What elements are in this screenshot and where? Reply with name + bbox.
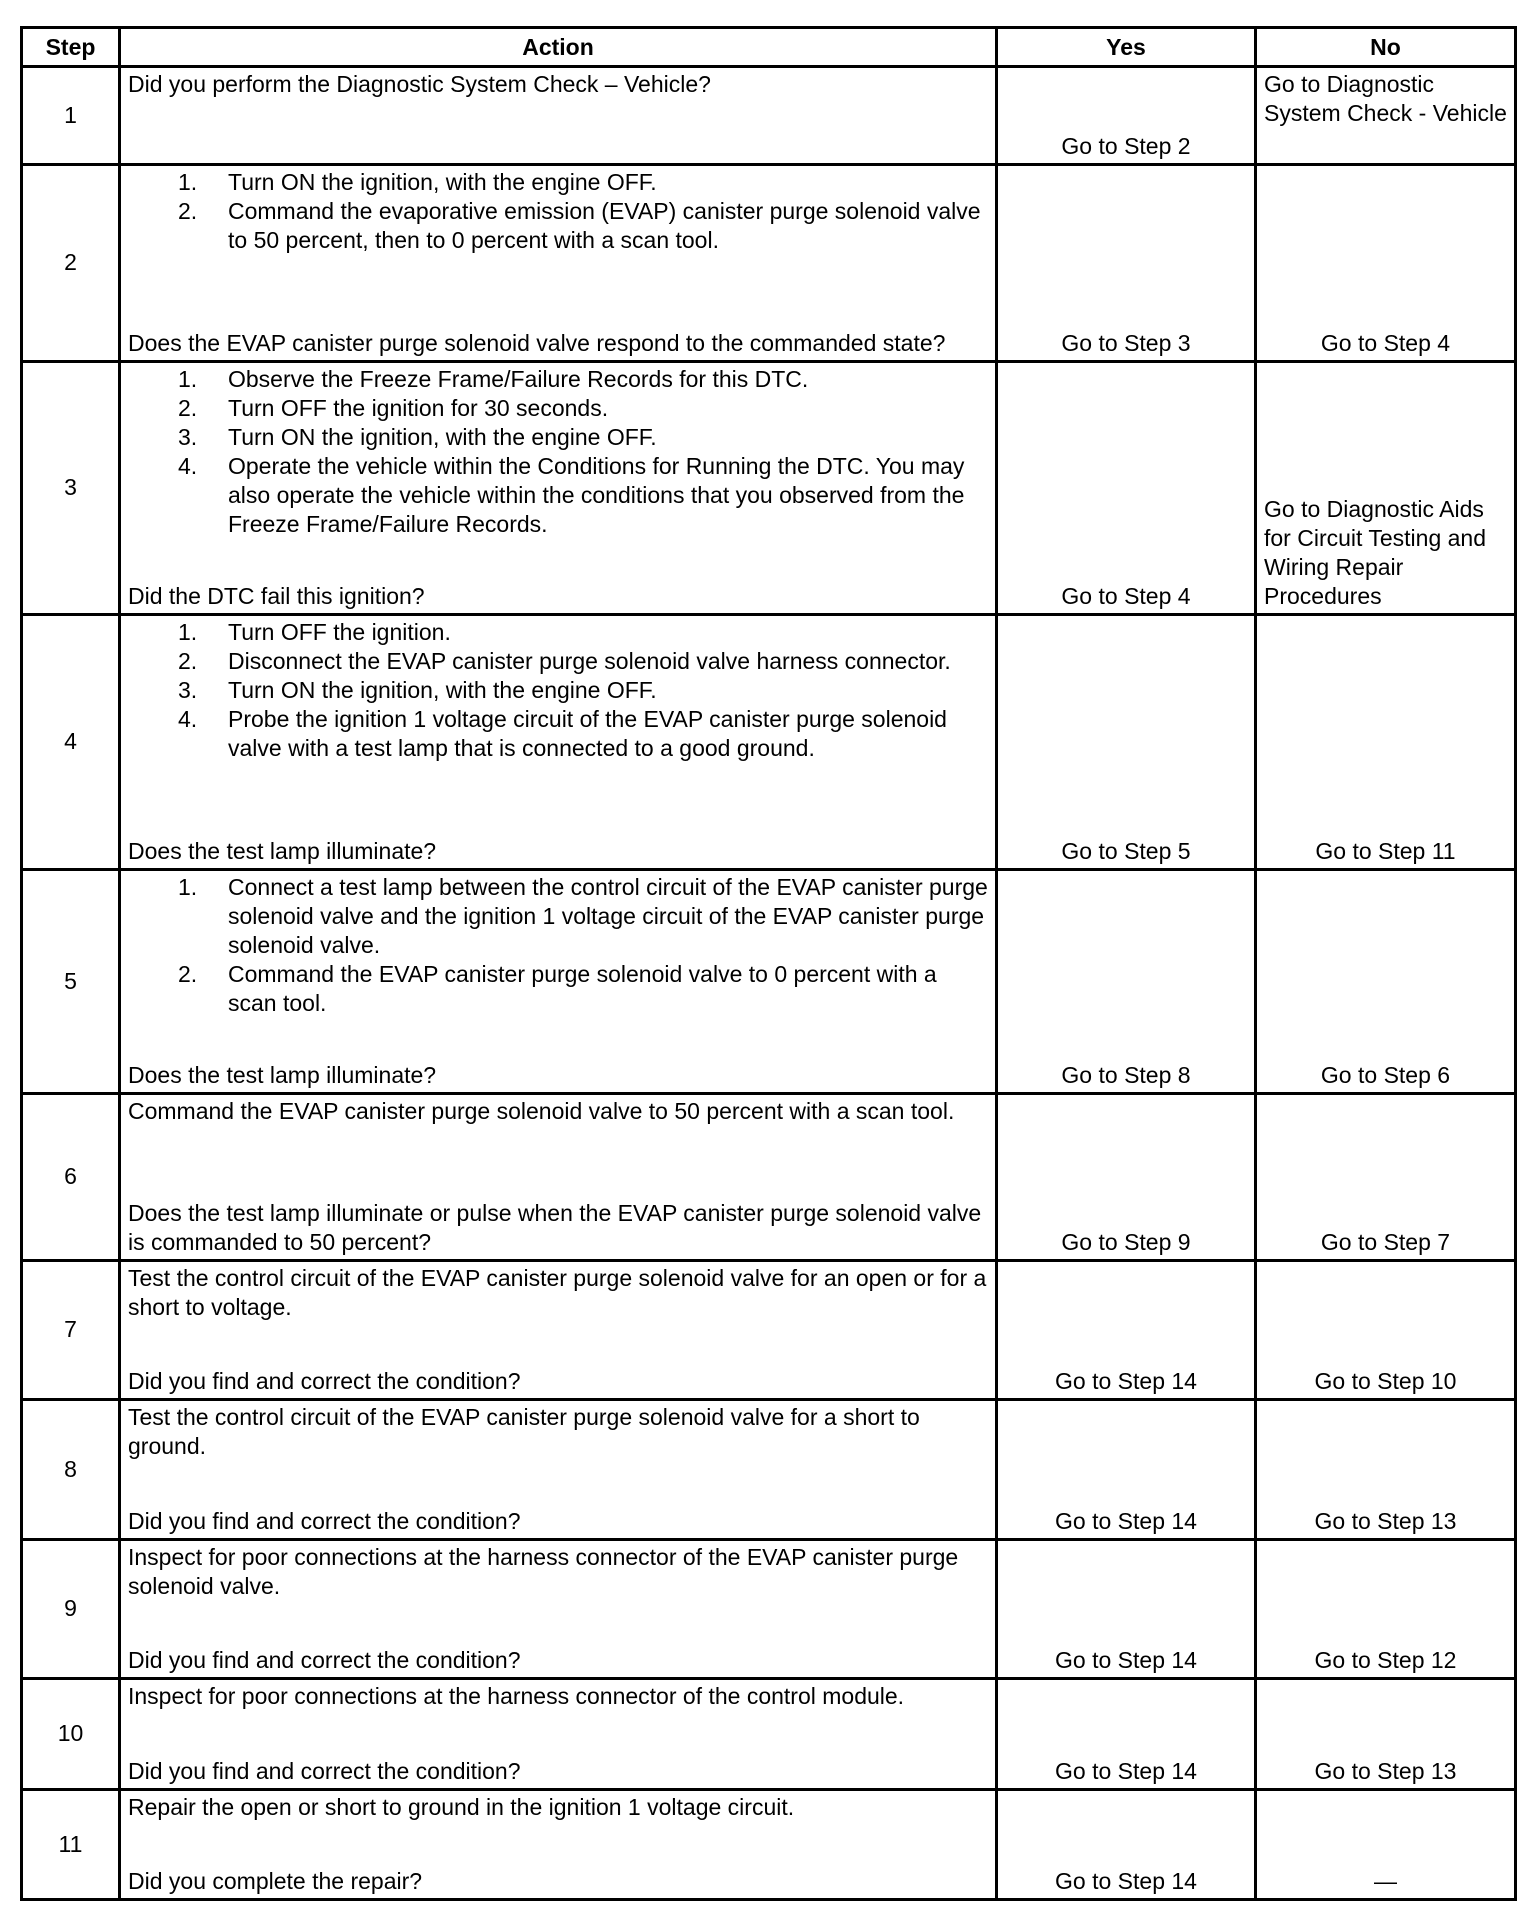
- action-step-text: Connect a test lamp between the control circuit of the EVAP canister purge solenoid valve and the ignition 1 voltage circuit of the EVAP canister purge solenoid valve.: [228, 873, 988, 958]
- action-step-item: [128, 873, 989, 960]
- action-text: Inspect for poor connections at the harness connector of the control module.: [128, 1683, 905, 1709]
- action-text: Test the control circuit of the EVAP canister purge solenoid valve for an open or for a short to voltage.: [128, 1264, 987, 1320]
- action-cell: [120, 1789, 997, 1900]
- action-step-text: Turn OFF the ignition for 30 seconds.: [228, 394, 609, 421]
- table-row: [22, 1260, 1516, 1400]
- action-step-number: 1.: [178, 873, 198, 900]
- step-number: 8: [22, 1400, 120, 1540]
- table-row: [22, 1539, 1516, 1679]
- no-result: Go to Step 10: [1256, 1260, 1516, 1400]
- action-step-item: [128, 676, 989, 705]
- action-step-item: [128, 647, 989, 676]
- yes-result: Go to Step 4: [997, 361, 1256, 615]
- action-step-number: 2.: [178, 198, 198, 224]
- action-step-text: Turn ON the ignition, with the engine OFF.: [228, 169, 657, 195]
- yes-result: Go to Step 3: [997, 165, 1256, 362]
- diagnostic-table: [20, 26, 1517, 1901]
- action-question: Does the test lamp illuminate or pulse when the EVAP canister purge solenoid valve is commanded to 50 percent?: [128, 1199, 982, 1255]
- no-result: Go to Diagnostic Aids for Circuit Testing and Wiring Repair Procedures: [1256, 361, 1516, 615]
- table-row: [22, 615, 1516, 870]
- action-step-number: 1.: [178, 169, 198, 195]
- action-step-number: 4.: [178, 452, 198, 479]
- action-step-list: [128, 168, 989, 255]
- table-row: [22, 1094, 1516, 1261]
- table-row: [22, 1789, 1516, 1900]
- header-yes: Yes: [997, 28, 1256, 67]
- action-step-number: 2.: [178, 394, 198, 421]
- no-result: Go to Step 6: [1256, 869, 1516, 1094]
- action-step-text: Command the EVAP canister purge solenoid valve to 0 percent with a scan tool.: [228, 960, 937, 1016]
- action-step-item: [128, 168, 989, 197]
- yes-result: Go to Step 14: [997, 1789, 1256, 1900]
- action-cell: [120, 1260, 997, 1400]
- header-row: [22, 28, 1516, 67]
- action-question: Did you complete the repair?: [128, 1868, 423, 1894]
- action-question: Did you find and correct the condition?: [128, 1368, 521, 1394]
- action-step-list: [128, 365, 989, 539]
- yes-result: Go to Step 5: [997, 615, 1256, 870]
- action-step-text: Turn ON the ignition, with the engine OFF.: [228, 423, 657, 450]
- action-cell: [120, 67, 997, 165]
- action-question: Did you find and correct the condition?: [128, 1507, 521, 1534]
- action-step-item: [128, 452, 989, 539]
- table-row: [22, 1400, 1516, 1540]
- step-number: 10: [22, 1679, 120, 1790]
- action-question: Does the EVAP canister purge solenoid valve respond to the commanded state?: [128, 329, 946, 356]
- table-row: [22, 1679, 1516, 1790]
- step-number: 3: [22, 361, 120, 615]
- action-step-item: [128, 705, 989, 763]
- table-row: [22, 869, 1516, 1094]
- action-step-number: 4.: [178, 706, 198, 732]
- step-number: 2: [22, 165, 120, 362]
- action-question: Does the test lamp illuminate?: [128, 837, 437, 864]
- action-step-text: Turn ON the ignition, with the engine OFF.: [228, 677, 657, 703]
- no-result: Go to Step 4: [1256, 165, 1516, 362]
- action-text: Repair the open or short to ground in the ignition 1 voltage circuit.: [128, 1793, 795, 1820]
- action-question: Does the test lamp illuminate?: [128, 1062, 437, 1088]
- no-result: Go to Step 11: [1256, 615, 1516, 870]
- step-number: 9: [22, 1539, 120, 1679]
- step-number: 5: [22, 869, 120, 1094]
- yes-result: Go to Step 14: [997, 1679, 1256, 1790]
- table-row: [22, 165, 1516, 362]
- action-cell: [120, 1400, 997, 1540]
- action-step-number: 3.: [178, 677, 198, 703]
- action-step-item: [128, 197, 989, 255]
- header-step: Step: [22, 28, 120, 67]
- no-result: Go to Diagnostic System Check - Vehicle: [1256, 67, 1516, 165]
- action-step-item: [128, 423, 989, 452]
- action-cell: [120, 1094, 997, 1261]
- action-question: Did you find and correct the condition?: [128, 1757, 521, 1784]
- yes-result: Go to Step 2: [997, 67, 1256, 165]
- action-step-text: Command the evaporative emission (EVAP) canister purge solenoid valve to 50 percent, then to 0 percent with a scan tool.: [228, 198, 981, 253]
- header-no: No: [1256, 28, 1516, 67]
- action-cell: [120, 1539, 997, 1679]
- yes-result: Go to Step 14: [997, 1400, 1256, 1540]
- no-result: Go to Step 13: [1256, 1679, 1516, 1790]
- action-step-list: [128, 873, 989, 1018]
- action-step-text: Turn OFF the ignition.: [228, 619, 451, 645]
- action-cell: [120, 361, 997, 615]
- action-step-item: [128, 365, 989, 394]
- step-number: 11: [22, 1789, 120, 1900]
- action-step-item: [128, 960, 989, 1018]
- action-step-number: 3.: [178, 423, 198, 450]
- action-cell: [120, 165, 997, 362]
- step-number: 7: [22, 1260, 120, 1400]
- action-step-text: Disconnect the EVAP canister purge solenoid valve harness connector.: [228, 648, 951, 674]
- table-body: [22, 67, 1516, 1900]
- action-cell: [120, 1679, 997, 1790]
- action-step-number: 2.: [178, 648, 198, 674]
- action-step-text: Probe the ignition 1 voltage circuit of the EVAP canister purge solenoid valve with a test lamp that is connected to a good ground.: [228, 706, 947, 761]
- step-number: 1: [22, 67, 120, 165]
- yes-result: Go to Step 8: [997, 869, 1256, 1094]
- no-result: Go to Step 7: [1256, 1094, 1516, 1261]
- action-step-number: 1.: [178, 619, 198, 645]
- action-cell: [120, 615, 997, 870]
- table-row: [22, 361, 1516, 615]
- table-row: [22, 67, 1516, 165]
- action-step-text: Observe the Freeze Frame/Failure Records for this DTC.: [228, 365, 809, 392]
- action-text: Test the control circuit of the EVAP canister purge solenoid valve for a short to ground.: [128, 1404, 920, 1459]
- action-cell: [120, 869, 997, 1094]
- step-number: 6: [22, 1094, 120, 1261]
- action-question: Did the DTC fail this ignition?: [128, 583, 425, 609]
- action-step-item: [128, 618, 989, 647]
- action-text: Did you perform the Diagnostic System Check – Vehicle?: [128, 71, 711, 97]
- action-text: Inspect for poor connections at the harness connector of the EVAP canister purge solenoid valve.: [128, 1543, 959, 1599]
- action-step-number: 2.: [178, 960, 198, 987]
- action-step-list: [128, 618, 989, 763]
- yes-result: Go to Step 14: [997, 1260, 1256, 1400]
- action-question: Did you find and correct the condition?: [128, 1647, 521, 1673]
- no-result: Go to Step 12: [1256, 1539, 1516, 1679]
- no-result: —: [1256, 1789, 1516, 1900]
- step-number: 4: [22, 615, 120, 870]
- no-result: Go to Step 13: [1256, 1400, 1516, 1540]
- header-action: Action: [120, 28, 997, 67]
- yes-result: Go to Step 14: [997, 1539, 1256, 1679]
- yes-result: Go to Step 9: [997, 1094, 1256, 1261]
- action-text: Command the EVAP canister purge solenoid valve to 50 percent with a scan tool.: [128, 1098, 955, 1124]
- action-step-item: [128, 394, 989, 423]
- action-step-text: Operate the vehicle within the Conditions for Running the DTC. You may also operate the vehicle within the conditions that you observed from the Freeze Frame/Failure Records.: [228, 452, 965, 537]
- action-step-number: 1.: [178, 365, 198, 392]
